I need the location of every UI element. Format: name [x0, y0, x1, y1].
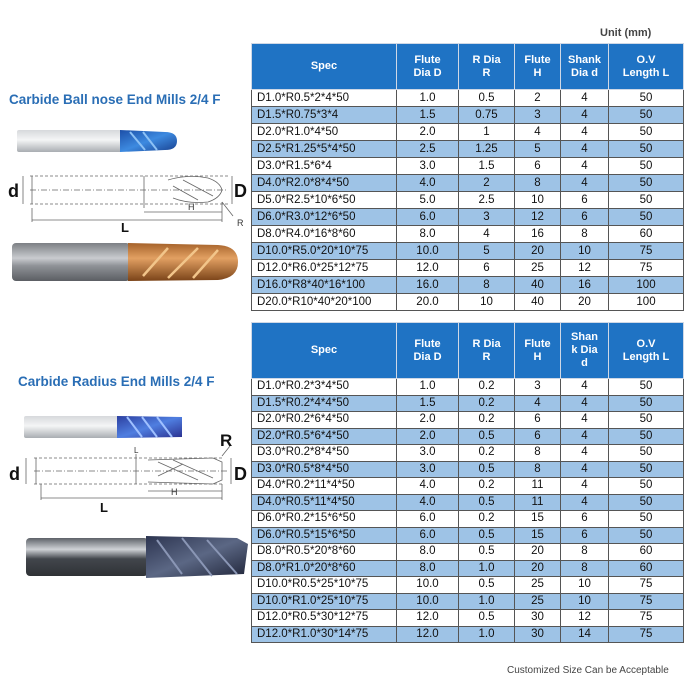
cell-shank-dia: 4: [561, 445, 609, 462]
cell-spec: D3.0*R0.5*8*4*50: [252, 461, 397, 478]
cell-spec: D12.0*R0.5*30*12*75: [252, 610, 397, 627]
cell-ov-length: 75: [609, 626, 684, 643]
cell-r-dia: 0.5: [459, 610, 515, 627]
cell-r-dia: 0.2: [459, 395, 515, 412]
table-row: [252, 158, 684, 175]
cell-shank-dia: 10: [561, 243, 609, 260]
cell-spec: D2.0*R0.5*6*4*50: [252, 428, 397, 445]
cell-ov-length: 75: [609, 243, 684, 260]
cell-flute-dia: 10.0: [397, 593, 459, 610]
cell-r-dia: 10: [459, 294, 515, 311]
cell-ov-length: 75: [609, 260, 684, 277]
cell-flute-h: 2: [515, 90, 561, 107]
cell-r-dia: 0.5: [459, 428, 515, 445]
cell-flute-dia: 5.0: [397, 192, 459, 209]
cell-shank-dia: 4: [561, 395, 609, 412]
cell-shank-dia: 4: [561, 90, 609, 107]
cell-r-dia: 6: [459, 260, 515, 277]
cell-flute-h: 4: [515, 395, 561, 412]
cell-flute-dia: 1.5: [397, 395, 459, 412]
header-spec: Spec: [252, 323, 397, 379]
cell-flute-h: 30: [515, 626, 561, 643]
cell-ov-length: 50: [609, 461, 684, 478]
diagram-label-R: R: [220, 431, 233, 450]
cell-flute-dia: 12.0: [397, 626, 459, 643]
diagram-label-d: d: [9, 464, 20, 484]
cell-spec: D2.0*R0.2*6*4*50: [252, 412, 397, 429]
cell-r-dia: 2.5: [459, 192, 515, 209]
table-row: [252, 90, 684, 107]
cell-shank-dia: 4: [561, 175, 609, 192]
header-flute-h: Flute H: [515, 323, 561, 379]
cell-spec: D10.0*R1.0*25*10*75: [252, 593, 397, 610]
cell-spec: D1.5*R0.75*3*4: [252, 107, 397, 124]
diagram-label-H: H: [171, 487, 178, 497]
cell-spec: D10.0*R0.5*25*10*75: [252, 577, 397, 594]
cell-flute-h: 3: [515, 379, 561, 396]
cell-shank-dia: 4: [561, 478, 609, 495]
cell-ov-length: 50: [609, 395, 684, 412]
cell-r-dia: 1.0: [459, 626, 515, 643]
radius-spec-table: [251, 322, 684, 643]
table-row: [252, 610, 684, 627]
table-row: [252, 379, 684, 396]
diagram-label-L: L: [100, 500, 108, 513]
table-row: [252, 593, 684, 610]
cell-flute-dia: 10.0: [397, 243, 459, 260]
cell-spec: D12.0*R6.0*25*12*75: [252, 260, 397, 277]
cell-shank-dia: 10: [561, 593, 609, 610]
cell-flute-dia: 3.0: [397, 445, 459, 462]
ball-nose-title: Carbide Ball nose End Mills 2/4 F: [9, 92, 221, 107]
cell-flute-dia: 1.0: [397, 379, 459, 396]
cell-shank-dia: 4: [561, 141, 609, 158]
cell-flute-dia: 2.0: [397, 412, 459, 429]
cell-r-dia: 1.25: [459, 141, 515, 158]
table-row: [252, 226, 684, 243]
header-r-dia: R Dia R: [459, 323, 515, 379]
cell-r-dia: 1: [459, 124, 515, 141]
table-row: [252, 243, 684, 260]
ball-nose-dimension-diagram: [8, 172, 248, 232]
cell-spec: D8.0*R0.5*20*8*60: [252, 544, 397, 561]
table-row: [252, 428, 684, 445]
cell-spec: D12.0*R1.0*30*14*75: [252, 626, 397, 643]
cell-flute-h: 8: [515, 461, 561, 478]
cell-flute-h: 4: [515, 124, 561, 141]
cell-flute-dia: 10.0: [397, 577, 459, 594]
cell-spec: D20.0*R10*40*20*100: [252, 294, 397, 311]
cell-ov-length: 50: [609, 511, 684, 528]
cell-flute-h: 25: [515, 260, 561, 277]
cell-ov-length: 75: [609, 610, 684, 627]
cell-flute-dia: 16.0: [397, 277, 459, 294]
cell-r-dia: 0.2: [459, 412, 515, 429]
cell-shank-dia: 20: [561, 294, 609, 311]
cell-flute-dia: 2.0: [397, 428, 459, 445]
table-row: [252, 107, 684, 124]
header-r-dia: R Dia R: [459, 44, 515, 90]
cell-ov-length: 100: [609, 294, 684, 311]
cell-r-dia: 0.2: [459, 445, 515, 462]
cell-flute-h: 5: [515, 141, 561, 158]
cell-flute-dia: 4.0: [397, 478, 459, 495]
cell-flute-dia: 8.0: [397, 560, 459, 577]
ball-nose-blue-photo-icon: [15, 126, 180, 158]
cell-flute-dia: 6.0: [397, 511, 459, 528]
cell-shank-dia: 4: [561, 107, 609, 124]
cell-flute-h: 15: [515, 527, 561, 544]
cell-spec: D2.5*R1.25*5*4*50: [252, 141, 397, 158]
cell-flute-dia: 12.0: [397, 610, 459, 627]
diagram-label-D: D: [234, 181, 247, 201]
radius-dark-photo-icon: [22, 530, 250, 588]
cell-flute-dia: 3.0: [397, 461, 459, 478]
cell-spec: D6.0*R0.5*15*6*50: [252, 527, 397, 544]
table-row: [252, 277, 684, 294]
cell-flute-h: 40: [515, 277, 561, 294]
cell-flute-h: 10: [515, 192, 561, 209]
cell-flute-h: 16: [515, 226, 561, 243]
cell-ov-length: 50: [609, 158, 684, 175]
table-row: [252, 527, 684, 544]
table-row: [252, 626, 684, 643]
cell-flute-h: 25: [515, 593, 561, 610]
cell-ov-length: 50: [609, 428, 684, 445]
cell-ov-length: 50: [609, 192, 684, 209]
cell-ov-length: 50: [609, 209, 684, 226]
table-row: [252, 412, 684, 429]
cell-shank-dia: 4: [561, 428, 609, 445]
cell-flute-dia: 2.5: [397, 141, 459, 158]
cell-shank-dia: 8: [561, 560, 609, 577]
cell-flute-h: 20: [515, 243, 561, 260]
cell-ov-length: 60: [609, 560, 684, 577]
cell-spec: D1.0*R0.2*3*4*50: [252, 379, 397, 396]
cell-r-dia: 1.0: [459, 560, 515, 577]
customized-size-note: Customized Size Can be Acceptable: [507, 665, 669, 676]
cell-shank-dia: 4: [561, 494, 609, 511]
cell-flute-h: 25: [515, 577, 561, 594]
header-spec: Spec: [252, 44, 397, 90]
table-row: [252, 124, 684, 141]
radius-dimension-diagram: [8, 428, 248, 513]
cell-flute-h: 15: [515, 511, 561, 528]
cell-ov-length: 60: [609, 544, 684, 561]
cell-r-dia: 0.5: [459, 494, 515, 511]
header-ov-length: O.V Length L: [609, 323, 684, 379]
cell-r-dia: 0.5: [459, 577, 515, 594]
cell-shank-dia: 8: [561, 226, 609, 243]
cell-shank-dia: 4: [561, 124, 609, 141]
diagram-label-D: D: [234, 464, 247, 484]
header-shank-dia: Shan k Dia d: [561, 323, 609, 379]
cell-ov-length: 50: [609, 124, 684, 141]
table-row: [252, 544, 684, 561]
header-flute-h: Flute H: [515, 44, 561, 90]
cell-shank-dia: 4: [561, 412, 609, 429]
cell-r-dia: 0.75: [459, 107, 515, 124]
cell-r-dia: 2: [459, 175, 515, 192]
cell-flute-h: 30: [515, 610, 561, 627]
cell-r-dia: 0.5: [459, 461, 515, 478]
cell-r-dia: 3: [459, 209, 515, 226]
cell-flute-h: 11: [515, 478, 561, 495]
cell-ov-length: 100: [609, 277, 684, 294]
cell-ov-length: 50: [609, 90, 684, 107]
cell-flute-dia: 8.0: [397, 226, 459, 243]
cell-r-dia: 0.5: [459, 527, 515, 544]
table-row: [252, 141, 684, 158]
cell-flute-h: 8: [515, 445, 561, 462]
table-row: [252, 478, 684, 495]
cell-shank-dia: 4: [561, 158, 609, 175]
cell-flute-h: 40: [515, 294, 561, 311]
cell-spec: D3.0*R1.5*6*4: [252, 158, 397, 175]
cell-ov-length: 50: [609, 527, 684, 544]
unit-label: Unit (mm): [600, 27, 652, 39]
cell-spec: D10.0*R5.0*20*10*75: [252, 243, 397, 260]
table-row: [252, 260, 684, 277]
cell-shank-dia: 12: [561, 260, 609, 277]
cell-ov-length: 50: [609, 478, 684, 495]
diagram-label-d: d: [8, 181, 19, 201]
cell-r-dia: 0.5: [459, 544, 515, 561]
table-row: [252, 511, 684, 528]
cell-spec: D2.0*R1.0*4*50: [252, 124, 397, 141]
header-ov-length: O.V Length L: [609, 44, 684, 90]
table-row: [252, 294, 684, 311]
cell-ov-length: 60: [609, 226, 684, 243]
cell-flute-dia: 3.0: [397, 158, 459, 175]
cell-shank-dia: 10: [561, 577, 609, 594]
cell-spec: D16.0*R8*40*16*100: [252, 277, 397, 294]
cell-shank-dia: 12: [561, 610, 609, 627]
cell-spec: D5.0*R2.5*10*6*50: [252, 192, 397, 209]
cell-spec: D8.0*R4.0*16*8*60: [252, 226, 397, 243]
cell-shank-dia: 6: [561, 527, 609, 544]
cell-flute-h: 3: [515, 107, 561, 124]
cell-ov-length: 50: [609, 379, 684, 396]
cell-flute-dia: 1.5: [397, 107, 459, 124]
cell-ov-length: 50: [609, 494, 684, 511]
table-row: [252, 560, 684, 577]
cell-spec: D8.0*R1.0*20*8*60: [252, 560, 397, 577]
cell-flute-h: 6: [515, 428, 561, 445]
cell-flute-dia: 8.0: [397, 544, 459, 561]
cell-r-dia: 5: [459, 243, 515, 260]
cell-shank-dia: 16: [561, 277, 609, 294]
cell-shank-dia: 4: [561, 461, 609, 478]
table-row: [252, 494, 684, 511]
table-row: [252, 395, 684, 412]
cell-flute-h: 6: [515, 158, 561, 175]
ball-nose-spec-table: [251, 43, 684, 311]
cell-flute-dia: 6.0: [397, 527, 459, 544]
cell-flute-dia: 12.0: [397, 260, 459, 277]
diagram-label-L: L: [121, 220, 129, 232]
cell-r-dia: 0.2: [459, 379, 515, 396]
cell-shank-dia: 14: [561, 626, 609, 643]
cell-shank-dia: 6: [561, 511, 609, 528]
table-row: [252, 445, 684, 462]
cell-ov-length: 50: [609, 412, 684, 429]
cell-r-dia: 8: [459, 277, 515, 294]
cell-spec: D3.0*R0.2*8*4*50: [252, 445, 397, 462]
cell-flute-dia: 20.0: [397, 294, 459, 311]
header-flute-dia: Flute Dia D: [397, 323, 459, 379]
cell-r-dia: 1.0: [459, 593, 515, 610]
table-row: [252, 209, 684, 226]
cell-ov-length: 50: [609, 141, 684, 158]
cell-spec: D4.0*R0.2*11*4*50: [252, 478, 397, 495]
cell-spec: D6.0*R3.0*12*6*50: [252, 209, 397, 226]
diagram-label-l-small: L: [134, 446, 139, 455]
cell-flute-h: 8: [515, 175, 561, 192]
cell-flute-h: 20: [515, 544, 561, 561]
cell-spec: D4.0*R2.0*8*4*50: [252, 175, 397, 192]
ball-nose-gold-photo-icon: [8, 238, 248, 292]
radius-title: Carbide Radius End Mills 2/4 F: [18, 374, 215, 389]
header-flute-dia: Flute Dia D: [397, 44, 459, 90]
cell-shank-dia: 6: [561, 192, 609, 209]
cell-r-dia: 0.5: [459, 90, 515, 107]
cell-ov-length: 75: [609, 577, 684, 594]
cell-ov-length: 50: [609, 107, 684, 124]
cell-r-dia: 0.2: [459, 478, 515, 495]
cell-ov-length: 50: [609, 445, 684, 462]
header-shank-dia: Shank Dia d: [561, 44, 609, 90]
cell-spec: D4.0*R0.5*11*4*50: [252, 494, 397, 511]
cell-flute-h: 6: [515, 412, 561, 429]
cell-shank-dia: 8: [561, 544, 609, 561]
diagram-label-H: H: [188, 202, 195, 212]
cell-spec: D6.0*R0.2*15*6*50: [252, 511, 397, 528]
cell-spec: D1.0*R0.5*2*4*50: [252, 90, 397, 107]
cell-flute-dia: 1.0: [397, 90, 459, 107]
table-row: [252, 461, 684, 478]
table-row: [252, 577, 684, 594]
table-row: [252, 175, 684, 192]
cell-flute-dia: 6.0: [397, 209, 459, 226]
cell-shank-dia: 6: [561, 209, 609, 226]
cell-flute-dia: 2.0: [397, 124, 459, 141]
cell-flute-dia: 4.0: [397, 494, 459, 511]
cell-r-dia: 0.2: [459, 511, 515, 528]
cell-flute-h: 11: [515, 494, 561, 511]
cell-spec: D1.5*R0.2*4*4*50: [252, 395, 397, 412]
cell-ov-length: 50: [609, 175, 684, 192]
cell-flute-h: 20: [515, 560, 561, 577]
cell-ov-length: 75: [609, 593, 684, 610]
diagram-label-R: R: [237, 218, 244, 228]
cell-r-dia: 4: [459, 226, 515, 243]
cell-r-dia: 1.5: [459, 158, 515, 175]
cell-shank-dia: 4: [561, 379, 609, 396]
cell-flute-h: 12: [515, 209, 561, 226]
table-row: [252, 192, 684, 209]
cell-flute-dia: 4.0: [397, 175, 459, 192]
